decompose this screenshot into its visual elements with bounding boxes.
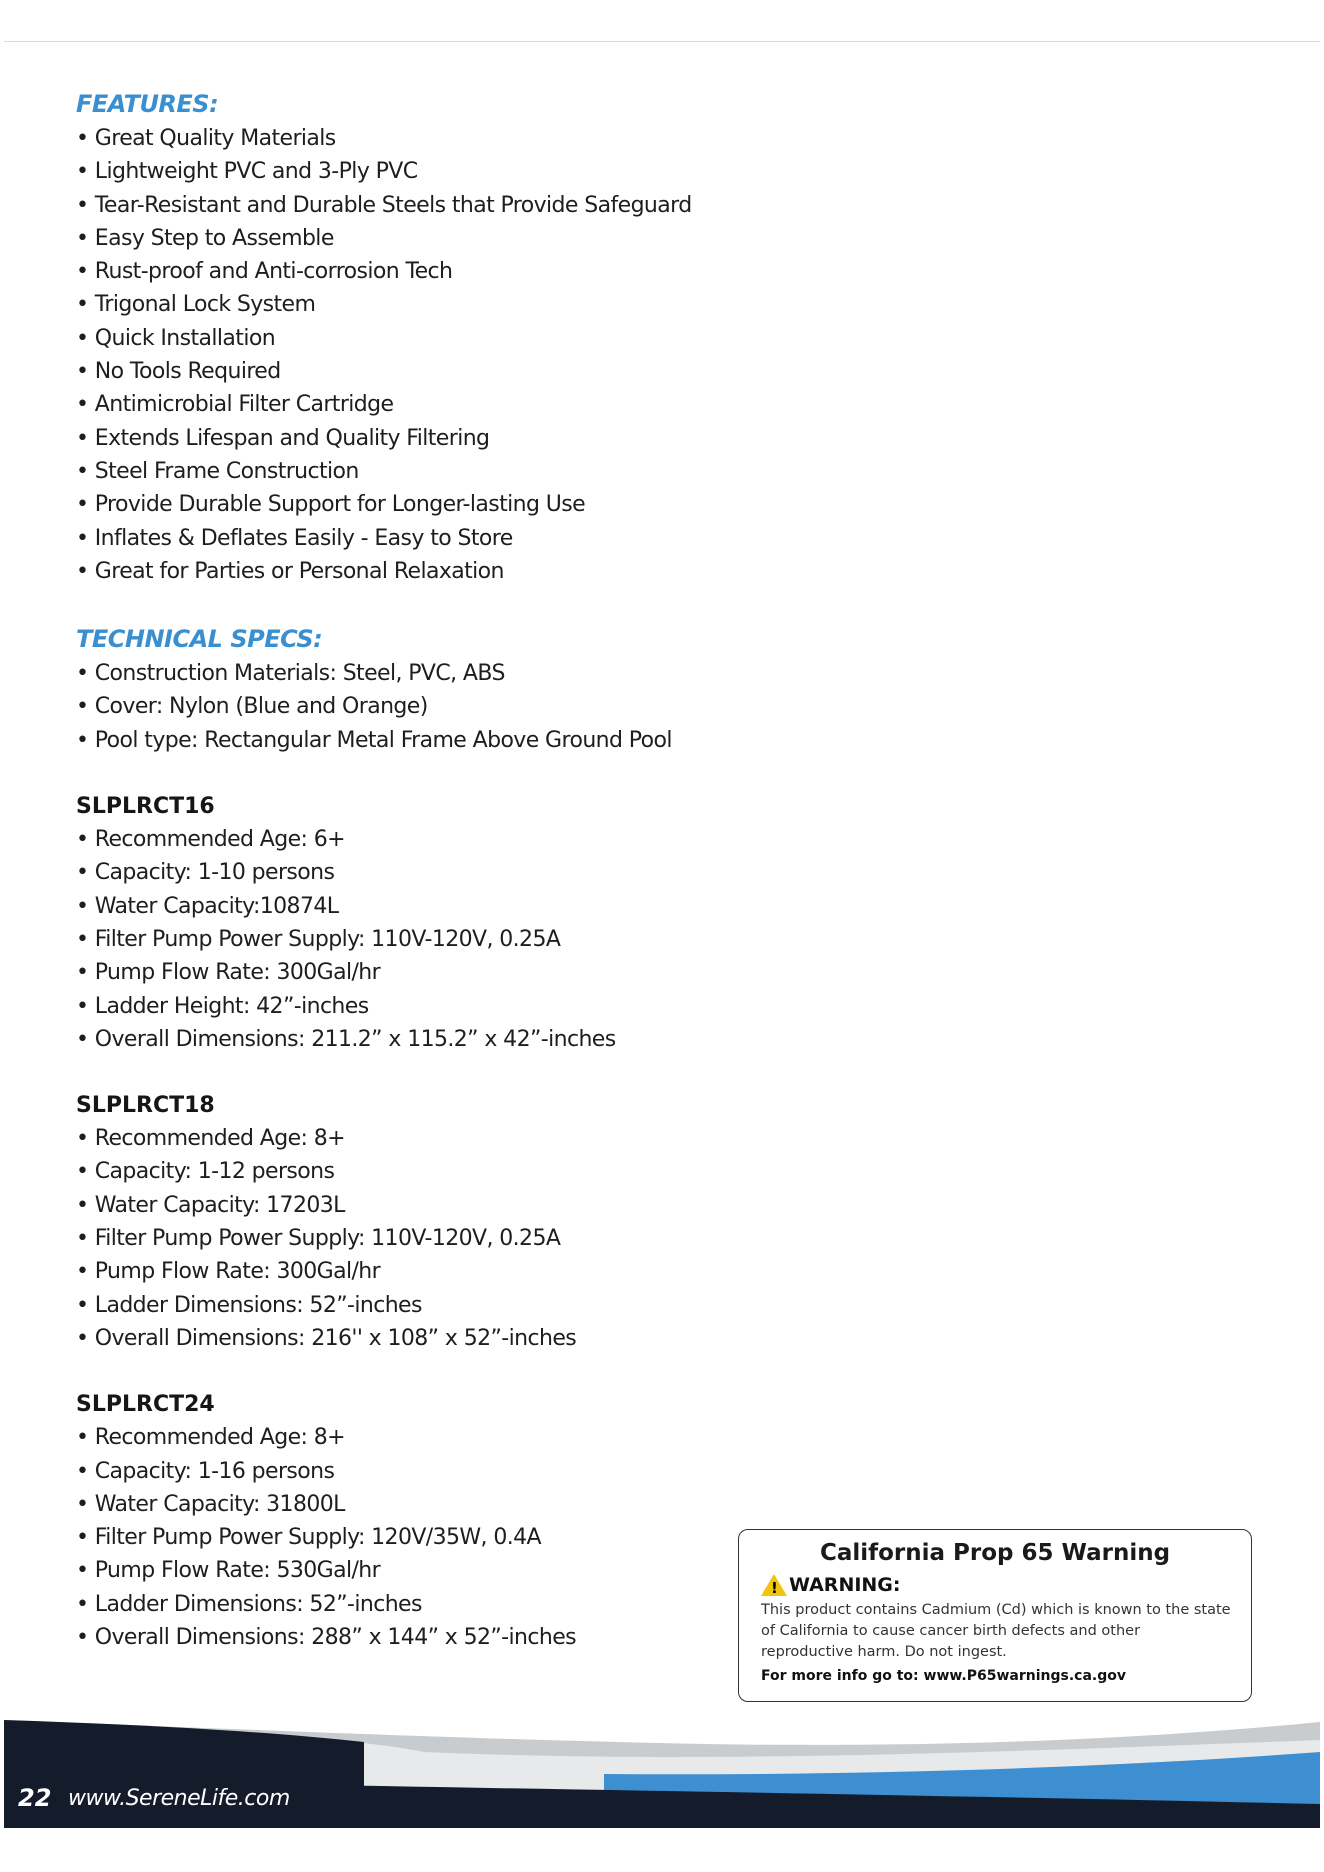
warning-label: WARNING: <box>789 1574 901 1596</box>
list-item: • Quick Installation <box>76 322 776 355</box>
model-specs-list <box>76 823 776 1056</box>
list-item: • Ladder Dimensions: 52”-inches <box>76 1588 776 1621</box>
list-item: • Great Quality Materials <box>76 122 776 155</box>
list-item: • Pump Flow Rate: 530Gal/hr <box>76 1554 776 1587</box>
model-specs-list <box>76 1421 776 1654</box>
list-item: • Easy Step to Assemble <box>76 222 776 255</box>
list-item: • Capacity: 1-10 persons <box>76 856 776 889</box>
model-heading-slplrct16: SLPLRCT16 <box>76 794 215 820</box>
website-link[interactable]: www.SereneLife.com <box>68 1786 290 1811</box>
list-item: • Pump Flow Rate: 300Gal/hr <box>76 1255 776 1288</box>
list-item: • Recommended Age: 8+ <box>76 1421 776 1454</box>
list-item: • Overall Dimensions: 216'' x 108” x 52”-inches <box>76 1322 776 1355</box>
list-item: • Cover: Nylon (Blue and Orange) <box>76 690 776 723</box>
list-item: • Rust-proof and Anti-corrosion Tech <box>76 255 776 288</box>
list-item: • Ladder Height: 42”-inches <box>76 990 776 1023</box>
list-item: • Great for Parties or Personal Relaxation <box>76 555 776 588</box>
list-item: • Provide Durable Support for Longer-lasting Use <box>76 488 776 521</box>
page-number: 22 <box>18 1784 52 1812</box>
warning-label-row <box>761 1574 901 1596</box>
features-list <box>76 122 776 588</box>
list-item: • Antimicrobial Filter Cartridge <box>76 388 776 421</box>
warning-triangle-icon <box>761 1574 787 1596</box>
list-item: • Filter Pump Power Supply: 110V-120V, 0.25A <box>76 1222 776 1255</box>
list-item: • Filter Pump Power Supply: 110V-120V, 0.25A <box>76 923 776 956</box>
list-item: • No Tools Required <box>76 355 776 388</box>
list-item: • Pool type: Rectangular Metal Frame Above Ground Pool <box>76 724 776 757</box>
list-item: • Construction Materials: Steel, PVC, ABS <box>76 657 776 690</box>
model-specs-list <box>76 1122 776 1355</box>
prop65-warning-box <box>738 1529 1252 1702</box>
warning-more-info: For more info go to: www.P65warnings.ca.gov <box>761 1668 1127 1684</box>
list-item: • Water Capacity:10874L <box>76 890 776 923</box>
list-item: • Steel Frame Construction <box>76 455 776 488</box>
list-item: • Pump Flow Rate: 300Gal/hr <box>76 956 776 989</box>
list-item: • Inflates & Deflates Easily - Easy to Store <box>76 522 776 555</box>
page-content <box>76 86 776 1654</box>
features-heading: FEATURES: <box>76 90 219 118</box>
list-item: • Trigonal Lock System <box>76 288 776 321</box>
list-item: • Tear-Resistant and Durable Steels that Provide Safeguard <box>76 189 776 222</box>
warning-title: California Prop 65 Warning <box>819 1540 1171 1566</box>
model-heading-slplrct18: SLPLRCT18 <box>76 1093 215 1119</box>
specs-list <box>76 657 776 757</box>
list-item: • Water Capacity: 31800L <box>76 1488 776 1521</box>
specs-heading: TECHNICAL SPECS: <box>76 625 323 654</box>
warning-body: This product contains Cadmium (Cd) which is known to the state of California to cause cancer birth defects and other reproductive harm. Do not ingest. <box>761 1602 1231 1660</box>
list-item: • Overall Dimensions: 288” x 144” x 52”-inches <box>76 1621 776 1654</box>
list-item: • Filter Pump Power Supply: 120V/35W, 0.4A <box>76 1521 776 1554</box>
list-item: • Capacity: 1-16 persons <box>76 1455 776 1488</box>
list-item: • Ladder Dimensions: 52”-inches <box>76 1289 776 1322</box>
list-item: • Lightweight PVC and 3-Ply PVC <box>76 155 776 188</box>
list-item: • Recommended Age: 8+ <box>76 1122 776 1155</box>
list-item: • Recommended Age: 6+ <box>76 823 776 856</box>
list-item: • Overall Dimensions: 211.2” x 115.2” x 42”-inches <box>76 1023 776 1056</box>
list-item: • Extends Lifespan and Quality Filtering <box>76 422 776 455</box>
model-heading-slplrct24: SLPLRCT24 <box>76 1392 215 1418</box>
list-item: • Water Capacity: 17203L <box>76 1189 776 1222</box>
list-item: • Capacity: 1-12 persons <box>76 1155 776 1188</box>
